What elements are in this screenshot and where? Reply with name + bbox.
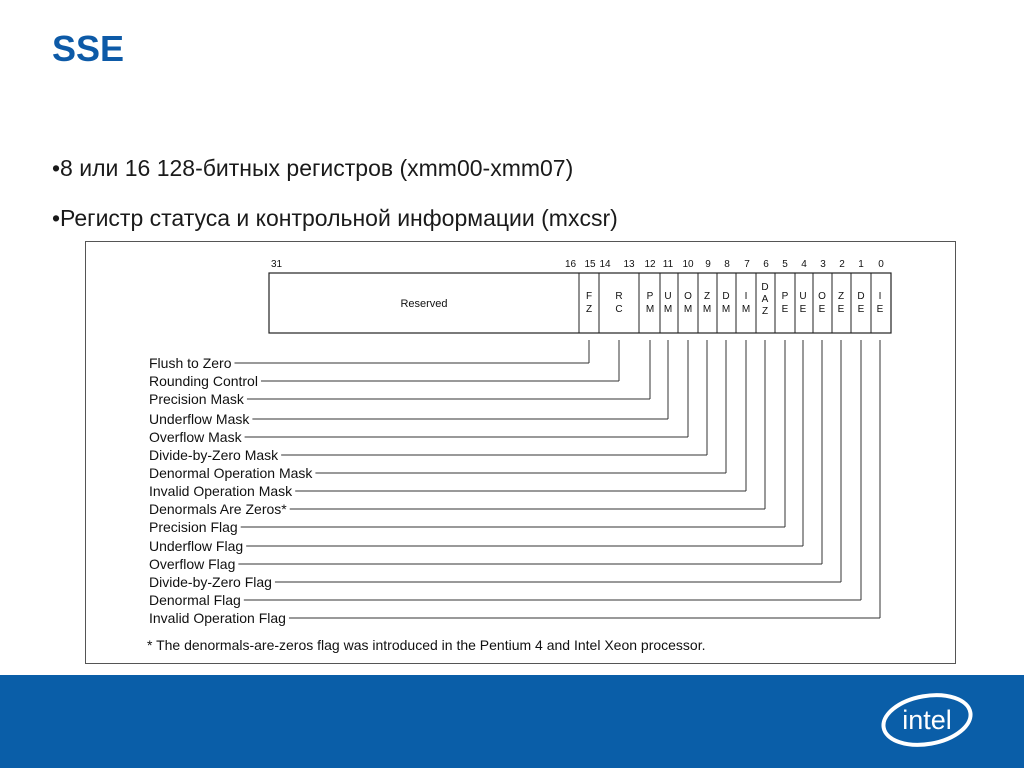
field-code-denormal-operation-mask: M (721, 304, 731, 315)
field-code-flush-to-zero: F (585, 291, 593, 302)
field-label-flush-to-zero: Flush to Zero (149, 355, 232, 371)
bit-number-7: 7 (744, 259, 750, 270)
field-code-denormals-are-zeros: Z (761, 306, 769, 317)
field-code-denormals-are-zeros: A (761, 294, 769, 305)
field-code-overflow-mask: O (684, 291, 692, 302)
bit-number-8: 8 (724, 259, 730, 270)
register-box (269, 273, 891, 333)
field-code-denormal-flag: D (857, 291, 865, 302)
reserved-label: Reserved (400, 298, 448, 310)
bullet-xmm-registers: •8 или 16 128-битных регистров (xmm00-xmm07) (52, 155, 574, 181)
field-code-rounding-control: R (615, 291, 623, 302)
bit-number-11: 11 (662, 259, 674, 270)
intel-logo-text: intel (902, 705, 952, 735)
field-label-underflow-mask: Underflow Mask (149, 411, 250, 427)
field-code-denormal-operation-mask: D (722, 291, 730, 302)
field-code-invalid-operation-mask: M (741, 304, 751, 315)
field-code-denormals-are-zeros: D (761, 282, 769, 293)
field-code-divide-by-zero-mask: Z (703, 291, 711, 302)
footer-band (0, 675, 1024, 768)
field-code-invalid-operation-mask: I (744, 291, 748, 302)
field-label-underflow-flag: Underflow Flag (149, 538, 244, 554)
mxcsr-register-diagram (86, 242, 955, 663)
bit-number-15: 15 (584, 259, 596, 270)
field-label-divide-by-zero-flag: Divide-by-Zero Flag (149, 574, 272, 590)
bit-number-10: 10 (682, 259, 694, 270)
field-code-invalid-operation-flag: I (878, 291, 882, 302)
field-code-overflow-flag: O (818, 291, 826, 302)
field-label-denormals-are-zeros: Denormals Are Zeros* (149, 501, 287, 517)
field-code-precision-flag: E (781, 304, 789, 315)
bit-number-1: 1 (858, 259, 864, 270)
field-code-divide-by-zero-flag: E (837, 304, 845, 315)
field-label-precision-mask: Precision Mask (149, 391, 244, 407)
bit-number-0: 0 (878, 259, 884, 270)
field-code-divide-by-zero-flag: Z (837, 291, 845, 302)
field-code-overflow-flag: E (818, 304, 826, 315)
bit-number-9: 9 (705, 259, 711, 270)
bit-number-31: 31 (271, 259, 283, 270)
field-code-underflow-mask: M (663, 304, 673, 315)
field-code-rounding-control: C (615, 304, 623, 315)
bit-number-4: 4 (801, 259, 807, 270)
field-code-underflow-flag: U (799, 291, 807, 302)
field-code-denormal-flag: E (857, 304, 865, 315)
bit-number-13: 13 (623, 259, 635, 270)
field-code-precision-flag: P (781, 291, 789, 302)
footnote: * The denormals-are-zeros flag was introduced in the Pentium 4 and Intel Xeon processor. (147, 637, 706, 653)
bit-number-3: 3 (820, 259, 826, 270)
field-label-invalid-operation-mask: Invalid Operation Mask (149, 483, 293, 499)
field-label-overflow-flag: Overflow Flag (149, 556, 236, 572)
field-label-denormal-flag: Denormal Flag (149, 592, 241, 608)
field-label-divide-by-zero-mask: Divide-by-Zero Mask (149, 447, 279, 463)
bit-number-6: 6 (763, 259, 769, 270)
field-label-precision-flag: Precision Flag (149, 519, 238, 535)
mxcsr-diagram-frame (85, 241, 956, 664)
field-code-underflow-flag: E (799, 304, 807, 315)
bit-number-16: 16 (565, 259, 577, 270)
field-code-precision-mask: M (645, 304, 655, 315)
bit-number-12: 12 (644, 259, 656, 270)
bit-number-14: 14 (599, 259, 611, 270)
field-label-rounding-control: Rounding Control (149, 373, 258, 389)
field-code-underflow-mask: U (664, 291, 672, 302)
bit-number-5: 5 (782, 259, 788, 270)
field-code-overflow-mask: M (683, 304, 693, 315)
field-label-invalid-operation-flag: Invalid Operation Flag (149, 610, 286, 626)
bullet-mxcsr-register: •Регистр статуса и контрольной информации (mxcsr) (52, 205, 618, 231)
field-code-precision-mask: P (646, 291, 654, 302)
intel-logo (878, 688, 978, 752)
slide-title: SSE (52, 28, 125, 69)
field-label-denormal-operation-mask: Denormal Operation Mask (149, 465, 313, 481)
field-code-invalid-operation-flag: E (876, 304, 884, 315)
field-code-divide-by-zero-mask: M (702, 304, 712, 315)
field-label-overflow-mask: Overflow Mask (149, 429, 242, 445)
bit-number-2: 2 (839, 259, 845, 270)
field-code-flush-to-zero: Z (585, 304, 593, 315)
